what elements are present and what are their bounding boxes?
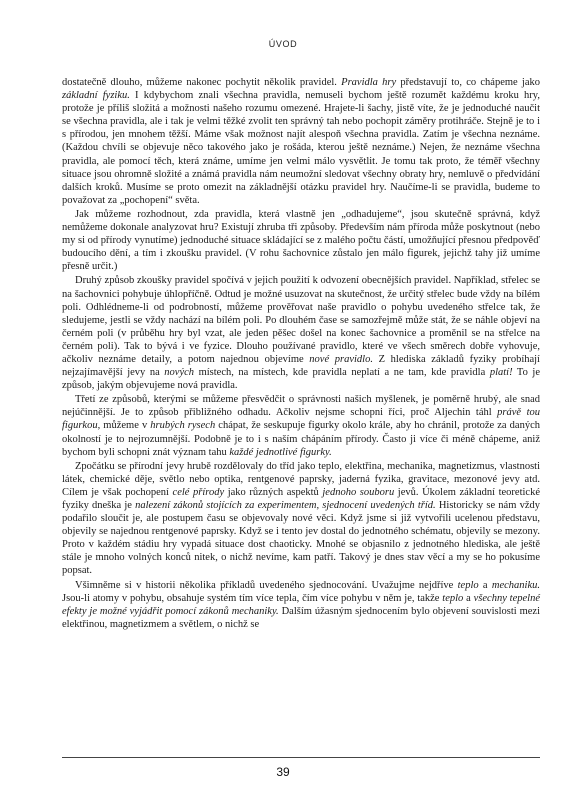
italic-run: Pravidla hry (341, 77, 397, 88)
italic-run: všechny tepelné efekty je možné vyjádřit pomocí zákonů mechaniky. (62, 592, 540, 617)
italic-run: celé přírody (172, 486, 225, 498)
paragraph-classes-of-phenomena: Zpočátku se přírodní jevy hrubě rozdělovaly do tříd jako teplo, elektřina, mechanika, magnetizmus, vlastnosti látek, chemické děje, světlo nebo optika, rentgenové paprsky, jaderná fyzika, gravitace, mezonové jevy atd. Cílem je však pochopení celé přírody jako různých aspektů jednoho souboru jevů. Úkolem základní teoretické fyziky dneška je nalezení zákonů stojících za experimentem, sjednocení uvedených tříd. Historicky se nám vždy podařilo sloučit je, ale postupem času se objevovaly nové věci. Když jsme si již vytvořili ucelenou představu, objevily se najednou rentgenové paprsky. Když se i tento jev dostal do jednotného schématu, objevily se mezony. Proto v každém stádiu hry vypadá situace dost chaoticky. Mnohé se objasnilo z jednotného hlediska, ale ještě stále je mnoho volných konců nitek, o nichž nevíme, kam patří. Takový je dnes stav věcí a my se ho pokusíme popsat. (62, 460, 540, 577)
italic-run: jednoho souboru (322, 486, 395, 498)
italic-run: základní fyziku. (62, 90, 130, 102)
italic-run: právě tou figurkou, (62, 407, 540, 432)
paragraph-unification-examples: Všimněme si v historii několika příkladů uvedeného sjednocování. Uvažujme nejdříve teplo a mechaniku. Jsou-li atomy v pohybu, obsahuje systém tím více tepla, čím více pohybu v něm je, takže teplo a všechny tepelné efekty je možné vyjádřit pomocí zákonů mechaniky. Dalším úžasným sjednocením bylo objevení souvislosti mezi elektřinou, magnetizmem a světlem, o nichž se (62, 579, 540, 630)
italic-run: nalezení zákonů stojících za experimentem, sjednocení uvedených tříd. (135, 500, 436, 511)
page-number: 39 (276, 765, 290, 779)
italic-run: mechaniku. (491, 579, 540, 591)
body-text (62, 76, 540, 631)
footer-rule (62, 757, 540, 758)
italic-run: každé jednotlivé figurky. (229, 446, 332, 458)
italic-run: platí! (489, 367, 513, 379)
italic-run: nové pravidlo. (309, 353, 373, 365)
running-header: ÚVOD (268, 39, 298, 49)
italic-run: nových (164, 367, 195, 379)
paragraph-rules-of-game: dostatečně dlouho, můžeme nakonec pochytit několik pravidel. Pravidla hry představují to, co chápeme jako základní fyziku. I kdybychom znali všechna pravidla, nemuseli bychom ještě rozumět každému kroku hry, protože je příliš složitá a možnosti našeho rozumu omezené. Hrajete-li šachy, jistě víte, že je jednoduché naučit se všechna pravidla, ale i tak je velmi těžké zvolit ten správný tah nebo pochopit záměry protihráče. Stejně je to i s přírodou, jen mnohem těžší. Máme však možnost najít alespoň všechna pravidla. Zatím je všechna neznáme. (Každou chvíli se objevuje něco takového jako je rošáda, kterou ještě neznáme.) Nejen, že neznáme všechna pravidla, ale pomocí těch, která známe, umíme jen velmi málo vysvětlit. Je tomu tak proto, že téměř všechny situace jsou ohromně složité a známá pravidla nám neumožní sledovat všechny obraty hry, nemluvě o předvídání dalších kroků. Musíme se proto omezit na základnější otázku pravidel hry. Naučíme-li se pravidla, budeme to považovat za „pochopení“ světa. (62, 77, 540, 206)
paragraph-second-method: Druhý způsob zkoušky pravidel spočívá v jejich použití k odvození obecnějších pravidel. Například, střelec se na šachovnici pohybuje úhlopříčně. Odtud je možné usuzovat na skutečnost, že určitý střelec bude vždy na bílém poli. Odhlédneme-li od podrobností, můžeme prověřovat naše pravidlo o pohybu uvedeného střelce tak, že sledujeme, jestli se vždy nachází na bílém poli. Po dlouhém čase se samozřejmě může stát, že se náhle objeví na černém poli (v průběhu hry byl vzat, ale jeden pěšec došel na konec šachovnice a proměnil se na střelce na černém poli). Tak to bývá i ve fyzice. Dlouho používané pravidlo, které ve všech směrech dobře vyhovuje, ačkoliv neznáme detaily, a potom najednou objevíme nové pravidlo. Z hlediska základů fyziky probíhají nejzajímavější jevy na nových místech, na místech, kde pravidla neplatí a ne tam, kde pravidla platí! To je způsob, jakým objevujeme nová pravidla. (62, 275, 540, 392)
italic-run: hrubých rysech (150, 420, 216, 432)
paragraph-deciding-rules: Jak můžeme rozhodnout, zda pravidla, která vlastně jen „odhadujeme“, jsou skutečně správná, když nemůžeme dokonale analyzovat hru? Existují zhruba tři způsoby. Především nám příroda může poskytnout (nebo my si od přírody vynutíme) jednoduché situace skládající se z malého počtu částí, umožňující přesnou předpověď budoucího dění, a tím i zkoušku pravidel. (V rohu šachovnice zůstalo jen málo figurek, jejichž tahy již umíme přesně určit.) (62, 208, 540, 273)
paragraph-third-method: Třetí ze způsobů, kterými se můžeme přesvědčit o správnosti našich myšlenek, je poměrně hrubý, ale snad nejúčinnější. Je to způsob přibližného odhadu. Ačkoliv nejsme schopni říci, proč Aljechin táhl právě tou figurkou, můžeme v hrubých rysech chápat, že seskupuje figurky okolo krále, aby ho chránil, protože za daných okolností je to nejrozumnější. Podobně je to i s naším chápáním přírody. Často ji více či méně chápeme, aniž bychom byli schopni znát význam tahu každé jednotlivé figurky. (62, 394, 540, 458)
italic-run: teplo (457, 579, 479, 591)
italic-run: teplo (442, 592, 464, 604)
